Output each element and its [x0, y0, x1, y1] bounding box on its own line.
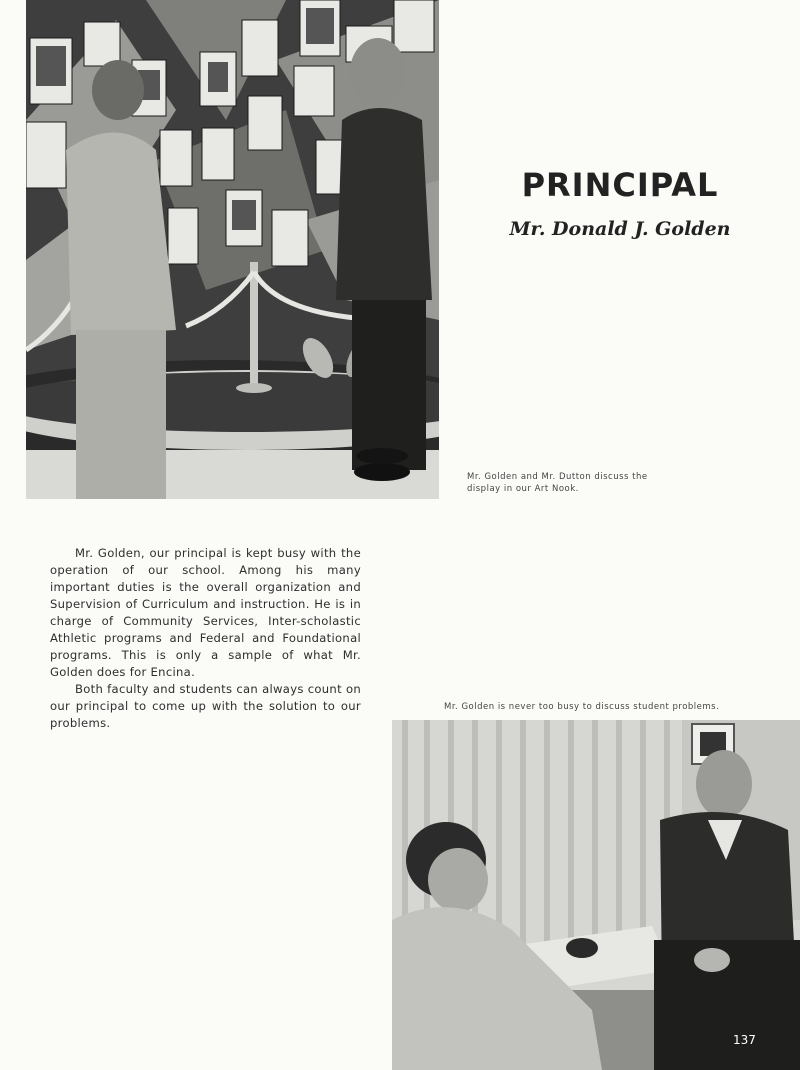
office-scene	[392, 720, 800, 1070]
principal-name: Mr. Donald J. Golden	[509, 218, 731, 240]
page-number: 137	[733, 1033, 756, 1047]
body-text	[50, 545, 361, 732]
paragraph: Mr. Golden, our principal is kept busy with the operation of our school. Among his many important duties is the overall organization and Supervision of Curriculum and instruction. He is in charge of Community Services, Inter-scholastic Athletic programs and Federal and Foundational programs. This is only a sample of what Mr. Golden does for Encina.	[50, 546, 361, 679]
caption-student: Mr. Golden is never too busy to discuss student problems.	[444, 702, 720, 712]
paragraph: Both faculty and students can always count on our principal to come up with the solution to our problems.	[50, 682, 361, 730]
photo-principal-with-student	[392, 720, 800, 1070]
photo-art-nook	[26, 0, 439, 499]
caption-art-nook: Mr. Golden and Mr. Dutton discuss the display in our Art Nook.	[467, 472, 648, 494]
art-nook-scene	[26, 0, 439, 499]
page-title: PRINCIPAL	[521, 166, 719, 204]
